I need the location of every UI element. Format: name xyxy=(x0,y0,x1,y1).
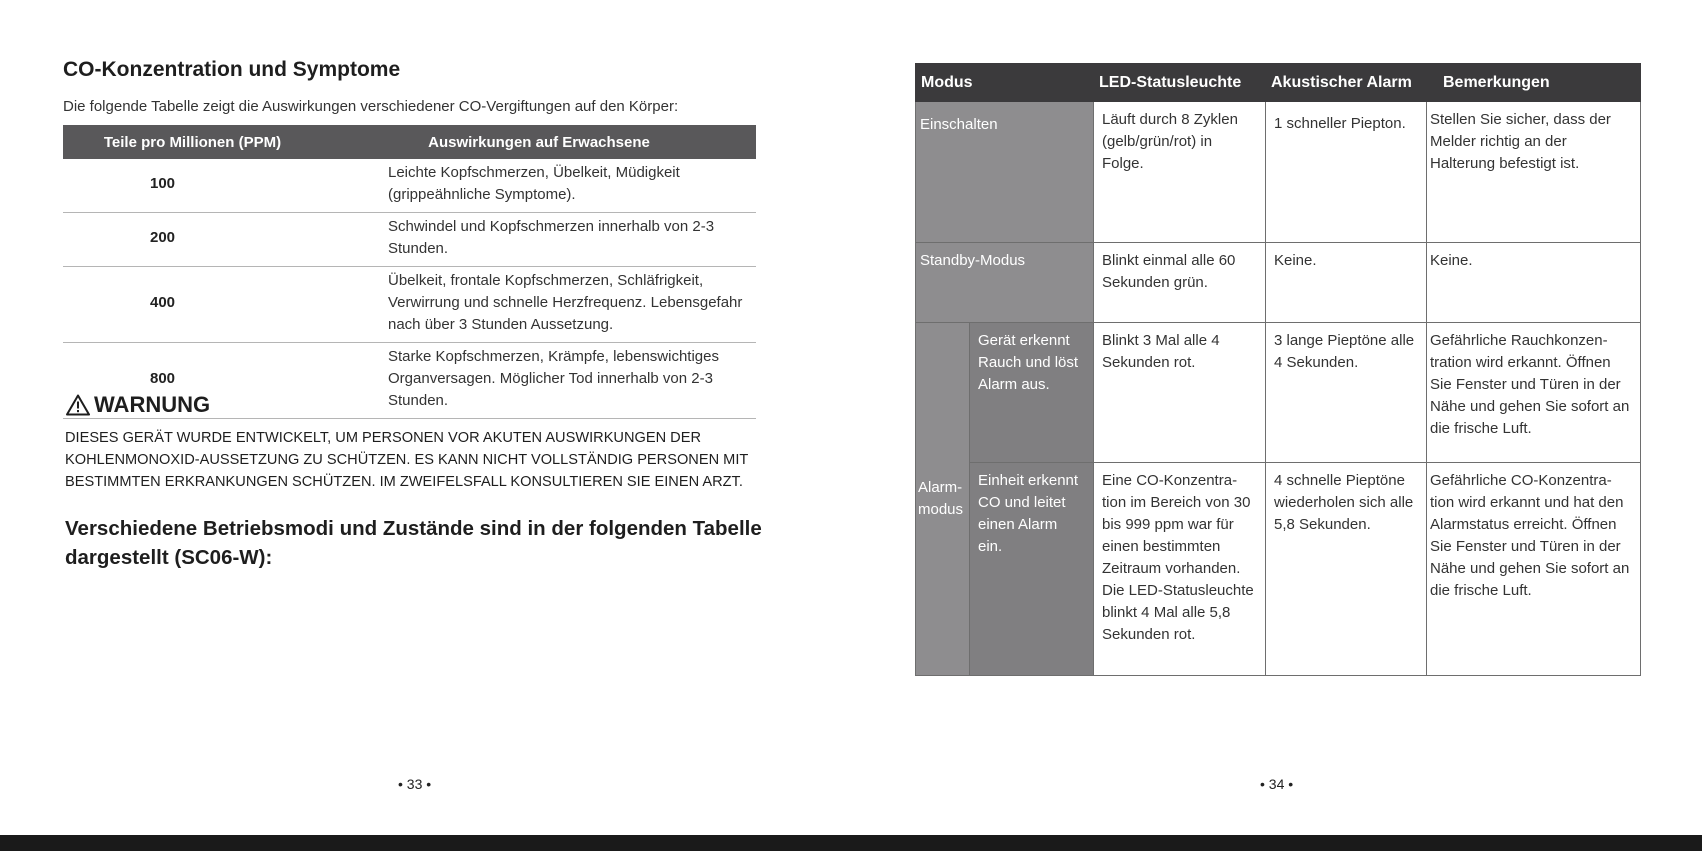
ppm-value: 100 xyxy=(63,159,322,213)
led-co: Eine CO-Konzentra-tion im Bereich von 30 bis 999 ppm war für einen bestimmten Zeitraum vorhanden. Die LED-Statusleuchte blinkt 4 Mal alle 5,8 Sekunden rot. xyxy=(1094,463,1266,676)
table-row xyxy=(916,323,1641,463)
warning-title: WARNUNG xyxy=(94,392,211,417)
header-led: LED-Statusleuchte xyxy=(1094,64,1266,102)
page-number: • 33 • xyxy=(398,776,432,792)
submode-smoke: Gerät erkennt Rauch und löst Alarm aus. xyxy=(970,323,1094,463)
mode-power-on: Einschalten xyxy=(916,102,1094,243)
header-ppm: Teile pro Millionen (PPM) xyxy=(63,125,322,159)
header-remarks: Bemerkungen xyxy=(1427,64,1641,102)
ppm-value: 200 xyxy=(63,213,322,267)
table-row xyxy=(916,243,1641,323)
header-effects: Auswirkungen auf Erwachsene xyxy=(322,125,756,159)
led-power-on: Läuft durch 8 Zyklen (gelb/grün/rot) in Folge. xyxy=(1094,102,1266,243)
table-row xyxy=(916,463,1641,676)
mode-alarm: Alarm-modus xyxy=(916,323,970,676)
co-heading: CO-Konzentration und Symptome xyxy=(63,58,401,81)
effect-text: Leichte Kopfschmerzen, Übelkeit, Müdigkeit (grippeähnliche Symptome). xyxy=(322,159,756,213)
effect-text: Schwindel und Kopfschmerzen innerhalb von 2-3 Stunden. xyxy=(322,213,756,267)
alarm-standby: Keine. xyxy=(1266,243,1427,323)
page-number: • 34 • xyxy=(1260,776,1294,792)
mode-standby: Standby-Modus xyxy=(916,243,1094,323)
ppm-value: 800 xyxy=(63,343,322,419)
table-row xyxy=(63,159,756,213)
table-header-row xyxy=(63,125,756,159)
led-standby: Blinkt einmal alle 60 Sekunden grün. xyxy=(1094,243,1266,323)
left-page xyxy=(0,0,850,835)
effect-text: Übelkeit, frontale Kopfschmerzen, Schläfrigkeit, Verwirrung und schnelle Herzfrequenz. Lebensgefahr nach über 3 Stunden Aussetzung. xyxy=(322,267,756,343)
operating-modes-table xyxy=(915,63,1641,676)
alarm-co: 4 schnelle Pieptöne wiederholen sich alle 5,8 Sekunden. xyxy=(1266,463,1427,676)
table-row xyxy=(63,213,756,267)
led-smoke: Blinkt 3 Mal alle 4 Sekunden rot. xyxy=(1094,323,1266,463)
alarm-smoke: 3 lange Pieptöne alle 4 Sekunden. xyxy=(1266,323,1427,463)
bottom-bar xyxy=(0,835,1702,851)
submode-co: Einheit erkennt CO und leitet einen Alarm ein. xyxy=(970,463,1094,676)
table-row xyxy=(63,267,756,343)
ppm-effects-table xyxy=(63,125,756,419)
modes-section-heading: Verschiedene Betriebsmodi und Zustände sind in der folgenden Tabelle dargestellt (SC06-W): xyxy=(65,517,762,569)
remarks-smoke: Gefährliche Rauchkonzen-tration wird erkannt. Öffnen Sie Fenster und Türen in der Nähe und gehen Sie sofort an die frische Luft. xyxy=(1427,323,1641,463)
table-header-row xyxy=(916,64,1641,102)
table-row xyxy=(916,102,1641,243)
remarks-co: Gefährliche CO-Konzentra-tion wird erkannt und hat den Alarmstatus erreicht. Öffnen Sie Fenster und Türen in der Nähe und gehen Sie sofort an die frische Luft. xyxy=(1427,463,1641,676)
warning-text: DIESES GERÄT WURDE ENTWICKELT, UM PERSONEN VOR AKUTEN AUSWIRKUNGEN DER KOHLENMONOXID-AUSSETZUNG ZU SCHÜTZEN. ES KANN NICHT VOLLSTÄNDIG PERSONEN MIT BESTIMMTEN ERKRANKUNGEN SCHÜTZEN. IM ZWEIFELSFALL KONSULTIEREN SIE EINEN ARZT. xyxy=(65,430,749,490)
intro-text: Die folgende Tabelle zeigt die Auswirkungen verschiedener CO-Vergiftungen auf den Körper: xyxy=(63,98,679,115)
ppm-value: 400 xyxy=(63,267,322,343)
warning-heading xyxy=(66,392,210,418)
warning-triangle-icon xyxy=(66,394,90,416)
header-mode: Modus xyxy=(916,64,1094,102)
alarm-power-on: 1 schneller Piepton. xyxy=(1266,102,1427,243)
effect-text: Starke Kopfschmerzen, Krämpfe, lebenswichtiges Organversagen. Möglicher Tod innerhalb von 2-3 Stunden. xyxy=(322,343,756,419)
remarks-standby: Keine. xyxy=(1427,243,1641,323)
header-acoustic: Akustischer Alarm xyxy=(1266,64,1427,102)
remarks-power-on: Stellen Sie sicher, dass der Melder richtig an der Halterung befestigt ist. xyxy=(1427,102,1641,243)
